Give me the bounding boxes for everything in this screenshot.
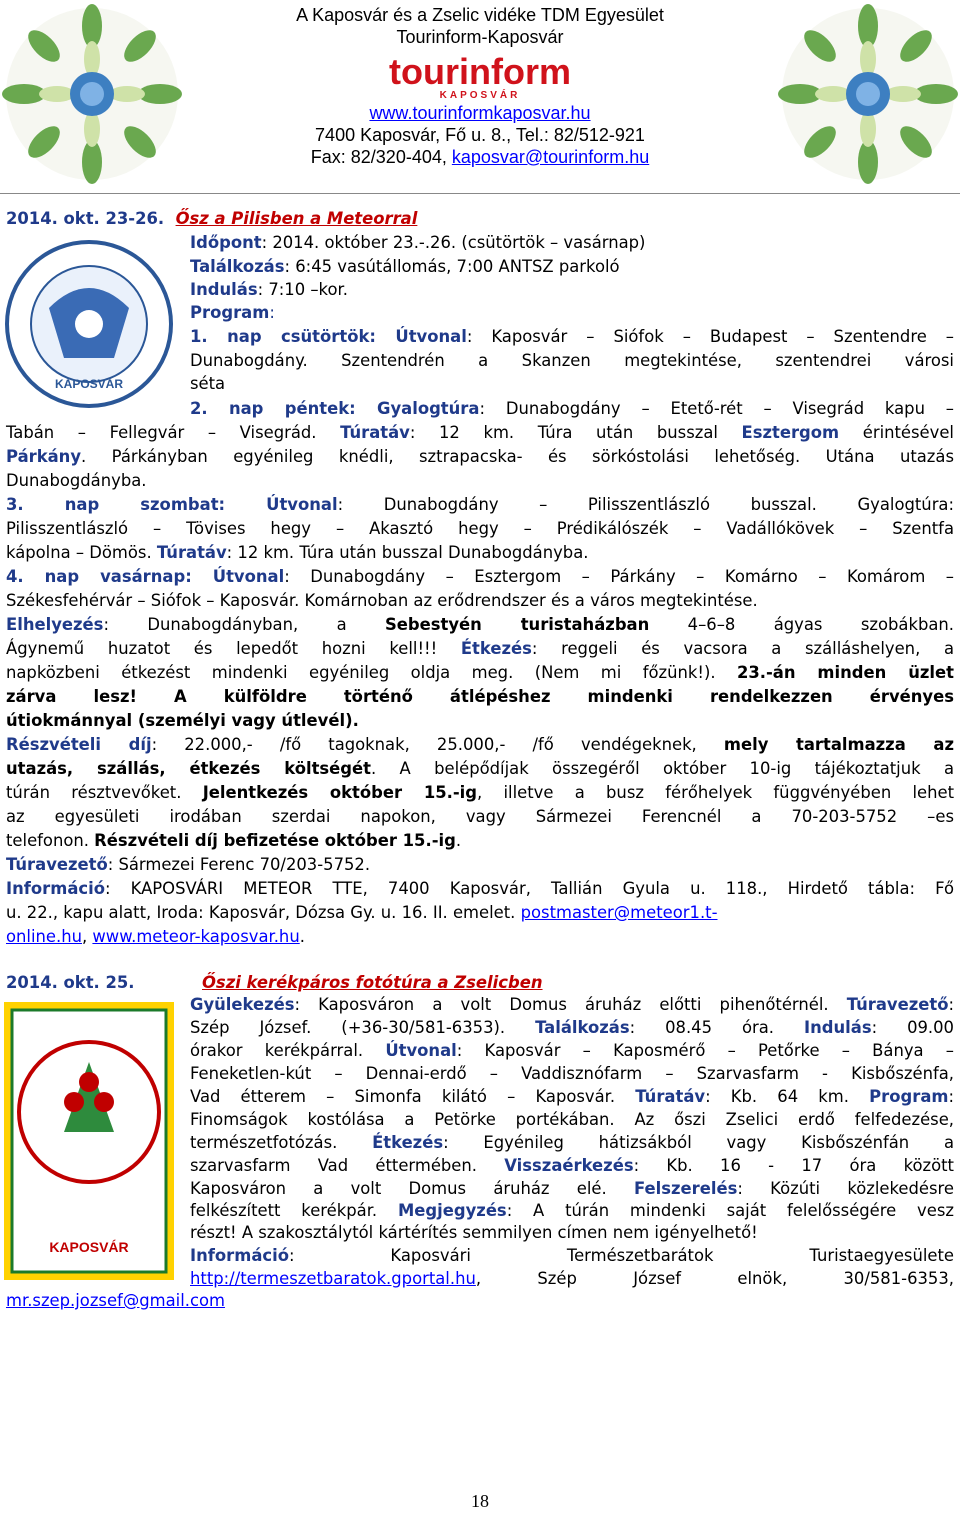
e1-l15b: : Dunabogdány – Esztergom – Párkány – Komárno – Komárom – <box>284 567 954 586</box>
e1-l23a: utazás, szállás, étkezés költségét <box>6 759 371 778</box>
e1-l24b: Jelentkezés október 15.-ig <box>202 783 478 802</box>
e2-m7a: természetfotózás. <box>190 1133 373 1152</box>
event1-date: 2014. okt. 23-26. <box>6 209 165 228</box>
event2-date: 2014. okt. 25. <box>6 973 135 992</box>
tourinform-logo <box>365 50 595 100</box>
e1-l11: Dunabogdányba. <box>6 471 147 490</box>
e2-m12a: Információ <box>190 1246 289 1265</box>
e1-l10b: . Párkányban egyénileg knédli, sztrapacska- és sörkóstolási lehetőség. Utána utazás <box>81 447 954 466</box>
termeszetbaratok-logo <box>4 1002 174 1284</box>
email-link[interactable]: kaposvar@tourinform.hu <box>451 147 650 167</box>
e1-l15a: 4. nap vasárnap: Útvonal <box>6 567 285 586</box>
tdm-logo-right <box>778 4 958 188</box>
header-divider <box>0 193 960 194</box>
e1-l9e: érintésével <box>839 423 954 442</box>
e2-m3a: órakor kerékpárral. <box>190 1041 386 1060</box>
e2-m3b: Útvonal <box>385 1041 457 1060</box>
termeszetbaratok-logo-city: KAPOSVÁR <box>49 1239 129 1255</box>
e1-l27b: : Sármezei Ferenc 70/203-5752. <box>107 855 371 874</box>
e2-m3c: : Kaposvár – Kaposmérő – Petőrke – Bánya – <box>456 1041 955 1060</box>
e2-m10c: : A túrán mindenki saját felelősségére vesz <box>506 1201 954 1220</box>
meteor-logo <box>4 238 174 414</box>
e1-l18b: Étkezés <box>460 639 532 658</box>
meteor-email-link[interactable]: postmaster@meteor1.t- <box>520 903 718 922</box>
e2-m10b: Megjegyzés <box>397 1201 507 1220</box>
e2-m9b: Felszerelés <box>633 1179 738 1198</box>
e1-l29a: u. 22., kapu alatt, Iroda: Kaposvár, Dózsa Gy. u. 16. II. emelet. <box>6 903 521 922</box>
e1-l17c: Sebestyén turistaházban <box>385 615 650 634</box>
e2-m11: részt! A szakosztálytól kártérítés semmilyen címen nem igényelhető! <box>190 1223 758 1242</box>
e1-l7: séta <box>190 374 226 393</box>
e2-m5a: Vad étterem – Simonfa kilátó – Kaposvár. <box>190 1087 636 1106</box>
tourinform-logo-sub: KAPOSVÁR <box>439 90 521 100</box>
e1-l25: az egyesületi irodában szerdai napokon, vagy Sármezei Ferencnél a 70-203-5752 –es <box>6 807 954 826</box>
e1-l26a: telefonon. <box>6 831 95 850</box>
e1-l16: Székesfehérvár – Siófok – Kaposvár. Komárnoban az erődrendszer és a város megtekintése. <box>6 591 758 610</box>
e2-m4: Feneketlen-kút – Dennai-erdő – Vaddisznófarm – Szarvasfarm - Kisbőszénfa, <box>190 1064 954 1083</box>
tdm-logo-left <box>2 4 182 188</box>
e2-m7b: Étkezés <box>372 1133 444 1152</box>
e1-l24c: , illetve a busz férőhelyek függvényében lehet <box>477 783 955 802</box>
e1-l14c: : 12 km. Túra után busszal Dunabogdányba. <box>226 543 589 562</box>
e2-m12b: : Kaposvári Természetbarátok Turistaegyesülete <box>288 1246 954 1265</box>
e1-l9a: Tabán – Fellegvár – Visegrád. <box>6 423 341 442</box>
e1-l18a: Ágynemű huzatot és lepedőt hozni kell!!! <box>6 639 461 658</box>
page-number: 18 <box>471 1491 489 1511</box>
e2-m2a: Szép József. (+36-30/581-6353). <box>190 1018 536 1037</box>
e1-l10a: Párkány <box>6 447 82 466</box>
e1-l28b: : KAPOSVÁRI METEOR TTE, 7400 Kaposvár, Tallián Gyula u. 118., Hirdető tábla: Fő <box>104 879 954 898</box>
e1-l4a: Program <box>190 303 270 322</box>
header-org-name: A Kaposvár és a Zselic vidéke TDM Egyesület <box>296 5 664 25</box>
szep-jozsef-email-link[interactable]: mr.szep.jozsef@gmail.com <box>6 1291 225 1310</box>
e2-m7c: : Egyénileg hátizsákból vagy Kisbőszénfán a <box>443 1133 954 1152</box>
e1-l8a: 2. nap péntek: Gyalogtúra <box>190 399 480 418</box>
e1-l12b: : Dunabogdány – Pilisszentlászló busszal. Gyalogtúra: <box>337 495 954 514</box>
e1-l22b: : 22.000,- /fő tagoknak, 25.000,- /fő vendégeknek, <box>151 735 724 754</box>
header-office-name: Tourinform-Kaposvár <box>396 27 564 47</box>
e1-l28a: Információ <box>6 879 105 898</box>
e1-l30b: , <box>81 927 93 946</box>
website-link[interactable]: www.tourinformkaposvar.hu <box>369 103 591 123</box>
e1-l9c: : 12 km. Túra után busszal <box>409 423 742 442</box>
e1-l22a: Részvételi díj <box>6 735 152 754</box>
event2-title: Őszi kerékpáros fotótúra a Zselicben <box>202 973 543 992</box>
e1-l13: Pilisszentlászló – Tövises hegy – Akasztó hegy – Prédikálószék – Vadállókövek – Szentfa <box>6 519 954 538</box>
e1-l21: útiokmánnyal (személyi vagy útlevél). <box>6 711 359 730</box>
e2-m5b: Túratáv <box>635 1087 706 1106</box>
tourinform-logo-text: tourinform <box>389 51 571 92</box>
event1-title: Ősz a Pilisben a Meteorral <box>175 209 418 228</box>
event1-heading <box>6 208 417 230</box>
e1-l6: Dunabogdány. Szentendrén a Skanzen megtekintése, szentendrei városi <box>190 351 954 370</box>
e1-l24a: túrán résztvevőket. <box>6 783 203 802</box>
e1-l3a: Indulás <box>190 280 258 299</box>
e2-m6: Finomságok kostólása a Petörke portékában. Az őszi Zselici erdő felfedezése, <box>190 1110 954 1129</box>
termeszetbaratok-link[interactable]: http://termeszetbaratok.gportal.hu <box>190 1269 476 1288</box>
e1-l18c: : reggeli és vacsora a szálláshelyen, a <box>531 639 954 658</box>
meteor-website-link[interactable]: www.meteor-kaposvar.hu <box>92 927 300 946</box>
e1-l14a: kápolna – Dömös. <box>6 543 157 562</box>
e2-m8a: szarvasfarm Vad éttermében. <box>190 1156 505 1175</box>
e1-l17b: : Dunabogdányban, a <box>103 615 385 634</box>
e2-m2e: : 09.00 <box>871 1018 954 1037</box>
e1-l2b: : 6:45 vasútállomás, 7:00 ANTSZ parkoló <box>284 257 620 276</box>
e1-l1a: Időpont <box>190 233 262 252</box>
e2-m8c: : Kb. 16 - 17 óra között <box>633 1156 954 1175</box>
e1-l19a: napközbeni étkezést mindenki egyénileg oldja meg. (Nem mi főzünk!). <box>6 663 737 682</box>
e1-l12a: 3. nap szombat: Útvonal <box>6 495 338 514</box>
e1-l27a: Túravezető <box>6 855 108 874</box>
e1-l23b: . A belépődíjak összegéről október 10-ig tájékoztatjuk a <box>370 759 954 778</box>
e1-l17d: 4–6–8 ágyas szobákban. <box>649 615 954 634</box>
e1-l5a: 1. nap csütörtök: Útvonal <box>190 327 467 346</box>
e2-m2b: Találkozás <box>535 1018 630 1037</box>
e2-m1a: Gyülekezés <box>190 995 295 1014</box>
e2-m1b: : Kaposváron a volt Domus áruház előtti pihenőtérnél. <box>294 995 847 1014</box>
e1-l2a: Találkozás <box>190 257 285 276</box>
e1-l17a: Elhelyezés <box>6 615 104 634</box>
header-address: 7400 Kaposvár, Fő u. 8., Tel.: 82/512-921 <box>315 125 645 145</box>
e1-l5b: : Kaposvár – Siófok – Budapest – Szentendre – <box>466 327 954 346</box>
e2-m13b: , Szép József elnök, 30/581-6353, <box>475 1269 954 1288</box>
e1-l22c: mely tartalmazza az <box>723 735 954 754</box>
header-block <box>200 4 760 168</box>
e1-l20a: zárva lesz! <box>6 687 174 706</box>
e1-l9d: Esztergom <box>741 423 840 442</box>
meteor-logo-city: KAPOSVÁR <box>54 377 124 391</box>
e2-m8b: Visszaérkezés <box>504 1156 634 1175</box>
e1-l26b: Részvételi díj befizetése október 15.-ig <box>94 831 456 850</box>
e1-l14b: Túratáv <box>156 543 227 562</box>
e1-l8b: : Dunabogdány – Etető-rét – Visegrád kapu – <box>479 399 954 418</box>
e2-m9a: Kaposváron a volt Domus áruház elé. <box>190 1179 634 1198</box>
e2-m9c: : Közúti közlekedésre <box>737 1179 954 1198</box>
meteor-email-link-cont[interactable]: online.hu <box>6 927 82 946</box>
e1-l1b: : 2014. október 23.-.26. (csütörtök – vasárnap) <box>261 233 646 252</box>
e1-l19b: 23.-án minden üzlet <box>736 663 954 682</box>
e1-l20b: A külföldre történő átlépéshez mindenki rendelkezzen érvényes <box>173 687 954 706</box>
header-fax: Fax: 82/320-404, <box>310 147 452 167</box>
e2-m2d: Indulás <box>803 1018 872 1037</box>
e1-l3b: : 7:10 –kor. <box>257 280 348 299</box>
e2-m5d: Program <box>869 1087 949 1106</box>
e1-l9b: Túratáv <box>340 423 410 442</box>
e2-m1c: Túravezető <box>846 995 949 1014</box>
e2-m10a: felkészített kerékpár. <box>190 1201 398 1220</box>
e2-m2c: : 08.45 óra. <box>629 1018 804 1037</box>
e2-m5c: : Kb. 64 km. <box>705 1087 870 1106</box>
